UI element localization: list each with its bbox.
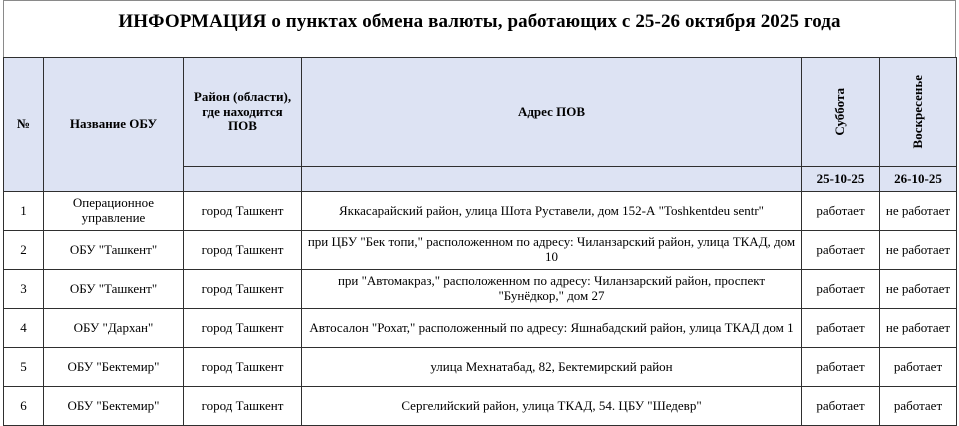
cell-region: город Ташкент (184, 270, 302, 309)
cell-address: Автосалон "Рохат," расположенный по адресу: Яшнабадский район, улица ТКАД дом 1 (302, 309, 802, 348)
cell-name: ОБУ "Ташкент" (44, 231, 184, 270)
column-header-saturday-label: Суббота (832, 88, 848, 136)
cell-region: город Ташкент (184, 231, 302, 270)
cell-saturday-status: работает (802, 192, 880, 231)
column-header-number: № (4, 58, 44, 192)
cell-sunday-status: не работает (880, 192, 957, 231)
header-address-blank (302, 167, 802, 192)
cell-region: город Ташкент (184, 309, 302, 348)
cell-name: ОБУ "Бектемир" (44, 387, 184, 426)
header-region-blank (184, 167, 302, 192)
column-header-saturday (802, 58, 880, 167)
document-title-row (3, 0, 956, 43)
cell-address: Яккасарайский район, улица Шота Руставели, дом 152-А "Toshkentdeu sentr" (302, 192, 802, 231)
column-header-region: Район (области), где находится ПОВ (184, 58, 302, 167)
cell-saturday-status: работает (802, 348, 880, 387)
cell-name: Операционное управление (44, 192, 184, 231)
cell-number: 3 (4, 270, 44, 309)
column-header-sunday (880, 58, 957, 167)
cell-sunday-status: не работает (880, 309, 957, 348)
cell-region: город Ташкент (184, 348, 302, 387)
cell-saturday-status: работает (802, 387, 880, 426)
table-header (4, 58, 957, 192)
column-header-name: Название ОБУ (44, 58, 184, 192)
header-sunday-date: 26-10-25 (880, 167, 957, 192)
table-row (4, 192, 957, 231)
table-row (4, 231, 957, 270)
table-row (4, 387, 957, 426)
cell-address: Сергелийский район, улица ТКАД, 54. ЦБУ "Шедевр" (302, 387, 802, 426)
cell-address: при "Автомакраз," расположенном по адресу: Чиланзарский район, проспект "Бунёдкор," дом 27 (302, 270, 802, 309)
cell-name: ОБУ "Дархан" (44, 309, 184, 348)
page-title: ИНФОРМАЦИЯ о пунктах обмена валюты, работающих с 25-26 октября 2025 года (118, 11, 841, 32)
table-row (4, 270, 957, 309)
cell-region: город Ташкент (184, 192, 302, 231)
cell-sunday-status: не работает (880, 270, 957, 309)
cell-address: при ЦБУ "Бек топи," расположенном по адресу: Чиланзарский район, улица ТКАД, дом 10 (302, 231, 802, 270)
cell-saturday-status: работает (802, 270, 880, 309)
cell-sunday-status: работает (880, 387, 957, 426)
cell-saturday-status: работает (802, 309, 880, 348)
column-header-address: Адрес ПОВ (302, 58, 802, 167)
column-header-sunday-label: Воскресенье (909, 75, 925, 149)
cell-sunday-status: не работает (880, 231, 957, 270)
header-saturday-date: 25-10-25 (802, 167, 880, 192)
cell-number: 5 (4, 348, 44, 387)
table-row (4, 309, 957, 348)
cell-number: 2 (4, 231, 44, 270)
cell-sunday-status: работает (880, 348, 957, 387)
spacer-row (3, 43, 956, 57)
currency-exchange-table (3, 57, 957, 426)
cell-name: ОБУ "Бектемир" (44, 348, 184, 387)
cell-number: 4 (4, 309, 44, 348)
cell-number: 6 (4, 387, 44, 426)
table-row (4, 348, 957, 387)
cell-name: ОБУ "Ташкент" (44, 270, 184, 309)
cell-number: 1 (4, 192, 44, 231)
cell-address: улица Мехнатабад, 82, Бектемирский район (302, 348, 802, 387)
table-body (4, 192, 957, 426)
cell-saturday-status: работает (802, 231, 880, 270)
cell-region: город Ташкент (184, 387, 302, 426)
